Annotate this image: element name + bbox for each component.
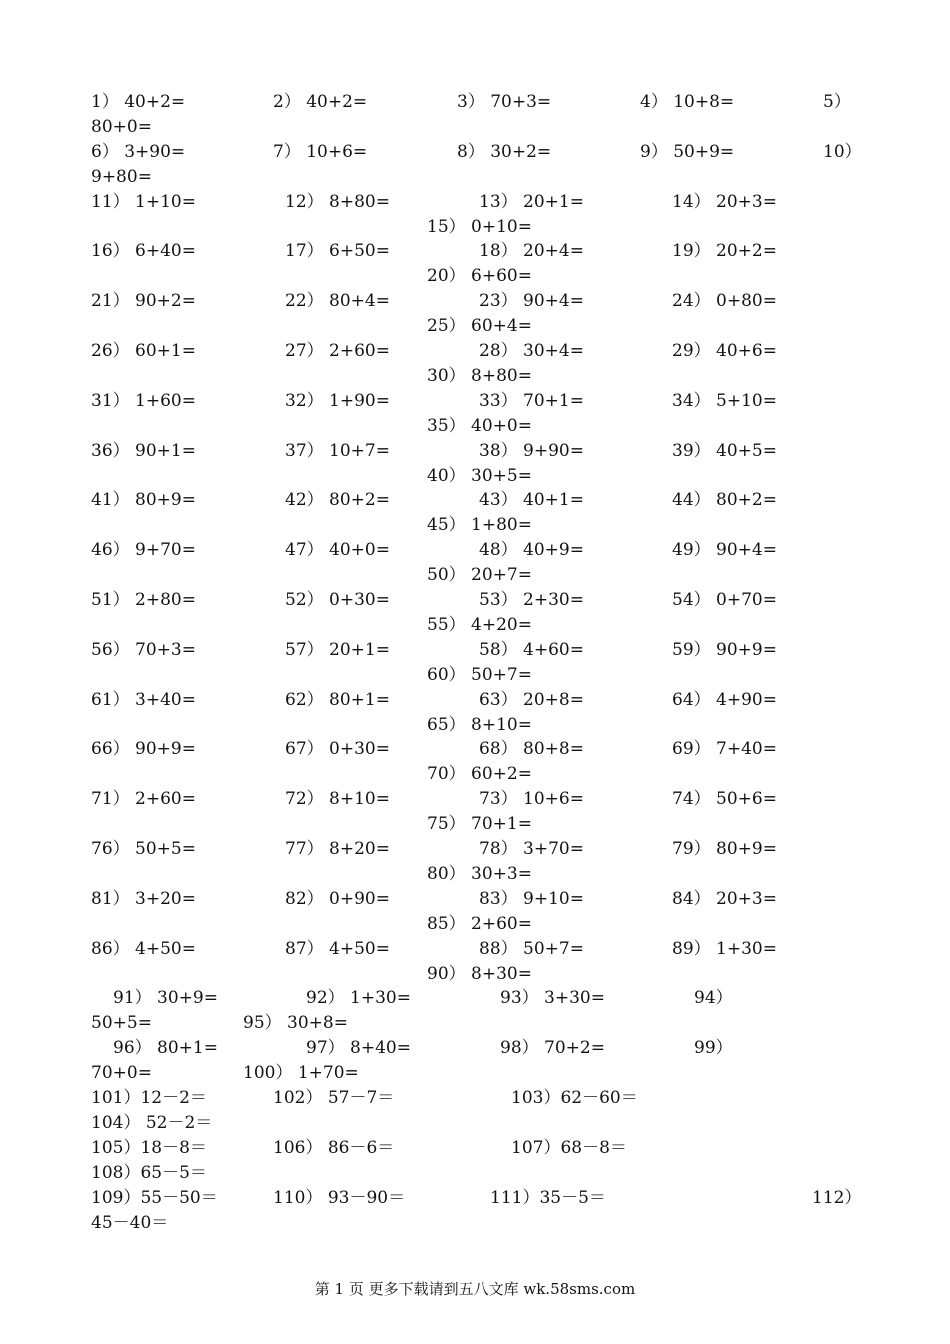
problem-item: 13） 20+1= [479,192,584,212]
problem-item: 90） 8+30= [427,964,532,984]
problem-item: 78） 3+70= [479,839,584,859]
problem-item: 28） 30+4= [479,341,584,361]
problem-item: 54） 0+70= [672,590,777,610]
problem-item: 16） 6+40= [91,241,196,261]
problem-item: 34） 5+10= [672,391,777,411]
problem-item: 66） 90+9= [91,739,196,759]
problem-item: 45－40＝ [91,1213,169,1233]
problem-item: 70+0= [91,1063,152,1083]
problem-item: 108）65－5＝ [91,1163,207,1183]
problem-item: 85） 2+60= [427,914,532,934]
problem-item: 95） 30+8= [243,1013,348,1033]
problem-item: 6） 3+90= [91,142,186,162]
problem-item: 112） [812,1188,862,1208]
problem-item: 41） 80+9= [91,490,196,510]
problem-item: 33） 70+1= [479,391,584,411]
problem-item: 26） 60+1= [91,341,196,361]
problem-item: 103）62－60＝ [511,1088,638,1108]
problem-item: 9） 50+9= [640,142,735,162]
problem-item: 86） 4+50= [91,939,196,959]
problem-item: 70） 60+2= [427,764,532,784]
problem-item: 91） 30+9= [113,988,218,1008]
problem-item: 105）18－8＝ [91,1138,207,1158]
problem-item: 14） 20+3= [672,192,777,212]
problem-item: 35） 40+0= [427,416,532,436]
problem-item: 84） 20+3= [672,889,777,909]
problem-item: 11） 1+10= [91,192,196,212]
problem-item: 55） 4+20= [427,615,532,635]
problem-item: 21） 90+2= [91,291,196,311]
problem-item: 5） [823,92,851,112]
problem-item: 10） [823,142,862,162]
problem-item: 60） 50+7= [427,665,532,685]
problem-item: 74） 50+6= [672,789,777,809]
problem-item: 79） 80+9= [672,839,777,859]
problem-item: 98） 70+2= [500,1038,605,1058]
problem-item: 53） 2+30= [479,590,584,610]
problem-item: 83） 9+10= [479,889,584,909]
problem-item: 42） 80+2= [285,490,390,510]
problem-item: 3） 70+3= [457,92,552,112]
problem-item: 67） 0+30= [285,739,390,759]
problem-item: 56） 70+3= [91,640,196,660]
page-footer: 第 1 页 更多下载请到五八文库 wk.58sms.com [314,1280,636,1298]
problem-item: 30） 8+80= [427,366,532,386]
problem-item: 48） 40+9= [479,540,584,560]
problem-item: 19） 20+2= [672,241,777,261]
problem-item: 15） 0+10= [427,217,532,237]
problem-item: 81） 3+20= [91,889,196,909]
problem-item: 38） 9+90= [479,441,584,461]
problem-item: 77） 8+20= [285,839,390,859]
problem-item: 100） 1+70= [243,1063,359,1083]
problem-item: 17） 6+50= [285,241,390,261]
problem-item: 68） 80+8= [479,739,584,759]
problem-item: 50+5= [91,1013,152,1033]
problem-item: 111）35－5＝ [490,1188,606,1208]
problem-item: 94） [694,988,733,1008]
problem-item: 44） 80+2= [672,490,777,510]
problem-item: 18） 20+4= [479,241,584,261]
problem-item: 92） 1+30= [306,988,411,1008]
problem-item: 50） 20+7= [427,565,532,585]
problem-item: 65） 8+10= [427,715,532,735]
problem-item: 59） 90+9= [672,640,777,660]
problem-item: 9+80= [91,167,152,187]
problem-item: 36） 90+1= [91,441,196,461]
problem-item: 73） 10+6= [479,789,584,809]
problem-item: 62） 80+1= [285,690,390,710]
problem-item: 2） 40+2= [273,92,368,112]
problem-item: 22） 80+4= [285,291,390,311]
problem-item: 89） 1+30= [672,939,777,959]
problem-item: 61） 3+40= [91,690,196,710]
problem-item: 80） 30+3= [427,864,532,884]
problem-item: 49） 90+4= [672,540,777,560]
problem-item: 57） 20+1= [285,640,390,660]
problem-item: 102） 57－7＝ [273,1088,395,1108]
problem-item: 72） 8+10= [285,789,390,809]
problem-item: 101）12－2＝ [91,1088,207,1108]
problem-item: 27） 2+60= [285,341,390,361]
problem-item: 45） 1+80= [427,515,532,535]
problem-item: 87） 4+50= [285,939,390,959]
problem-item: 104） 52－2＝ [91,1113,213,1133]
problem-item: 63） 20+8= [479,690,584,710]
problem-item: 80+0= [91,117,152,137]
problem-item: 43） 40+1= [479,490,584,510]
problem-item: 37） 10+7= [285,441,390,461]
problem-item: 76） 50+5= [91,839,196,859]
problem-item: 51） 2+80= [91,590,196,610]
problem-item: 75） 70+1= [427,814,532,834]
problem-item: 32） 1+90= [285,391,390,411]
problem-item: 109）55－50＝ [91,1188,218,1208]
problem-item: 12） 8+80= [285,192,390,212]
problem-item: 107）68－8＝ [511,1138,627,1158]
problem-item: 1） 40+2= [91,92,186,112]
problem-item: 96） 80+1= [113,1038,218,1058]
problem-item: 71） 2+60= [91,789,196,809]
problem-item: 110） 93－90＝ [273,1188,406,1208]
problem-item: 93） 3+30= [500,988,605,1008]
problem-item: 20） 6+60= [427,266,532,286]
problem-item: 97） 8+40= [306,1038,411,1058]
problem-item: 8） 30+2= [457,142,552,162]
problem-item: 82） 0+90= [285,889,390,909]
problem-item: 4） 10+8= [640,92,735,112]
problem-item: 46） 9+70= [91,540,196,560]
problem-item: 64） 4+90= [672,690,777,710]
problem-item: 47） 40+0= [285,540,390,560]
problem-item: 25） 60+4= [427,316,532,336]
problem-item: 99） [694,1038,733,1058]
problem-item: 52） 0+30= [285,590,390,610]
problem-item: 69） 7+40= [672,739,777,759]
problem-item: 31） 1+60= [91,391,196,411]
problem-item: 24） 0+80= [672,291,777,311]
problem-item: 58） 4+60= [479,640,584,660]
problem-item: 88） 50+7= [479,939,584,959]
problem-item: 40） 30+5= [427,466,532,486]
problem-item: 39） 40+5= [672,441,777,461]
problem-item: 23） 90+4= [479,291,584,311]
problem-item: 29） 40+6= [672,341,777,361]
problem-item: 7） 10+6= [273,142,368,162]
problem-item: 106） 86－6＝ [273,1138,395,1158]
